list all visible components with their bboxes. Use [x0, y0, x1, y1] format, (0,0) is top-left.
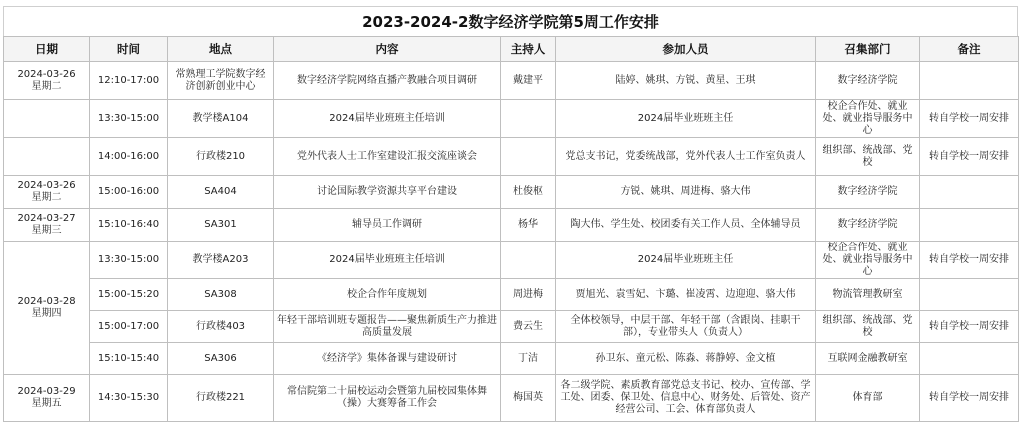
host-cell: 杜俊枢: [501, 176, 556, 209]
remarks-cell: 转自学校一周安排: [920, 375, 1019, 422]
place-cell: 行政楼221: [168, 375, 274, 422]
header-row: [4, 37, 1019, 62]
date-cell: 2024-03-29 星期五: [4, 375, 90, 422]
participants-cell: 各二级学院、素质教育部党总支书记、校办、宣传部、学工处、团委、保卫处、信息中心、财务处、后管处、资产经营公司、工会、体育部负责人: [556, 375, 816, 422]
participants-cell: 方锐、姚琪、周进梅、骆大伟: [556, 176, 816, 209]
time-cell: 15:00-15:20: [90, 279, 168, 311]
remarks-cell: [920, 62, 1019, 100]
host-cell: 周进梅: [501, 279, 556, 311]
date-cell: 2024-03-26 星期二: [4, 62, 90, 100]
remarks-cell: 转自学校一周安排: [920, 138, 1019, 176]
participants-cell: 全体校领导，中层干部、年轻干部（含跟岗、挂职干部），专业带头人（负责人）: [556, 311, 816, 343]
participants-cell: 2024届毕业班班主任: [556, 100, 816, 138]
time-cell: 13:30-15:00: [90, 242, 168, 279]
date-cell: [4, 100, 90, 138]
time-cell: 14:30-15:30: [90, 375, 168, 422]
header-department: 召集部门: [816, 37, 920, 62]
remarks-cell: [920, 176, 1019, 209]
table-row: [4, 209, 1019, 242]
time-cell: 15:00-16:00: [90, 176, 168, 209]
place-cell: 行政楼210: [168, 138, 274, 176]
participants-cell: 陆婷、姚琪、方锐、黄星、王琪: [556, 62, 816, 100]
content-cell: 《经济学》集体备课与建设研讨: [274, 343, 501, 375]
table-row: [4, 242, 1019, 279]
participants-cell: 陶大伟、学生处、校团委有关工作人员、全体辅导员: [556, 209, 816, 242]
place-cell: SA301: [168, 209, 274, 242]
content-cell: 2024届毕业班班主任培训: [274, 100, 501, 138]
remarks-cell: 转自学校一周安排: [920, 311, 1019, 343]
host-cell: [501, 242, 556, 279]
department-cell: 体育部: [816, 375, 920, 422]
table-row: [4, 375, 1019, 422]
place-cell: SA404: [168, 176, 274, 209]
place-cell: 常熟理工学院数字经济创新创业中心: [168, 62, 274, 100]
table-row: [4, 311, 1019, 343]
header-remarks: 备注: [920, 37, 1019, 62]
department-cell: 校企合作处、就业处、就业指导服务中心: [816, 242, 920, 279]
host-cell: 梅国英: [501, 375, 556, 422]
date-cell: 2024-03-28 星期四: [4, 242, 90, 375]
content-cell: 讨论国际教学资源共享平台建设: [274, 176, 501, 209]
place-cell: SA306: [168, 343, 274, 375]
time-cell: 13:30-15:00: [90, 100, 168, 138]
table-row: [4, 176, 1019, 209]
time-cell: 15:00-17:00: [90, 311, 168, 343]
header-participants: 参加人员: [556, 37, 816, 62]
place-cell: 教学楼A104: [168, 100, 274, 138]
date-cell: [4, 138, 90, 176]
place-cell: 教学楼A203: [168, 242, 274, 279]
remarks-cell: [920, 209, 1019, 242]
department-cell: 组织部、统战部、党校: [816, 311, 920, 343]
table-row: [4, 138, 1019, 176]
host-cell: 丁洁: [501, 343, 556, 375]
department-cell: 互联网金融教研室: [816, 343, 920, 375]
content-cell: 年轻干部培训班专题报告——聚焦新质生产力推进高质量发展: [274, 311, 501, 343]
time-cell: 15:10-15:40: [90, 343, 168, 375]
host-cell: 费云生: [501, 311, 556, 343]
table-row: [4, 100, 1019, 138]
participants-cell: 2024届毕业班班主任: [556, 242, 816, 279]
header-time: 时间: [90, 37, 168, 62]
place-cell: 行政楼403: [168, 311, 274, 343]
date-cell: 2024-03-27 星期三: [4, 209, 90, 242]
host-cell: [501, 100, 556, 138]
content-cell: 辅导员工作调研: [274, 209, 501, 242]
header-host: 主持人: [501, 37, 556, 62]
content-cell: 党外代表人士工作室建设汇报交流座谈会: [274, 138, 501, 176]
remarks-cell: 转自学校一周安排: [920, 242, 1019, 279]
remarks-cell: [920, 343, 1019, 375]
content-cell: 2024届毕业班班主任培训: [274, 242, 501, 279]
content-cell: 常信院第二十届校运动会暨第九届校园集体舞（操）大赛筹备工作会: [274, 375, 501, 422]
participants-cell: 孙卫东、童元松、陈淼、蒋静婷、金文植: [556, 343, 816, 375]
schedule-table: [3, 36, 1019, 422]
table-row: [4, 62, 1019, 100]
participants-cell: 党总支书记，党委统战部，党外代表人士工作室负责人: [556, 138, 816, 176]
content-cell: 数字经济学院网络直播产教融合项目调研: [274, 62, 501, 100]
remarks-cell: [920, 279, 1019, 311]
department-cell: 物流管理教研室: [816, 279, 920, 311]
remarks-cell: 转自学校一周安排: [920, 100, 1019, 138]
time-cell: 12:10-17:00: [90, 62, 168, 100]
department-cell: 组织部、统战部、党校: [816, 138, 920, 176]
header-content: 内容: [274, 37, 501, 62]
time-cell: 15:10-16:40: [90, 209, 168, 242]
host-cell: 杨华: [501, 209, 556, 242]
host-cell: [501, 138, 556, 176]
table-row: [4, 279, 1019, 311]
participants-cell: 贾旭光、袁雪妃、卞璐、崔凌霄、边迎迎、骆大伟: [556, 279, 816, 311]
place-cell: SA308: [168, 279, 274, 311]
date-cell: 2024-03-26 星期二: [4, 176, 90, 209]
page-title: 2023-2024-2数字经济学院第5周工作安排: [3, 6, 1018, 36]
time-cell: 14:00-16:00: [90, 138, 168, 176]
department-cell: 校企合作处、就业处、就业指导服务中心: [816, 100, 920, 138]
header-date: 日期: [4, 37, 90, 62]
header-place: 地点: [168, 37, 274, 62]
department-cell: 数字经济学院: [816, 62, 920, 100]
department-cell: 数字经济学院: [816, 209, 920, 242]
content-cell: 校企合作年度规划: [274, 279, 501, 311]
host-cell: 戴建平: [501, 62, 556, 100]
department-cell: 数字经济学院: [816, 176, 920, 209]
table-row: [4, 343, 1019, 375]
